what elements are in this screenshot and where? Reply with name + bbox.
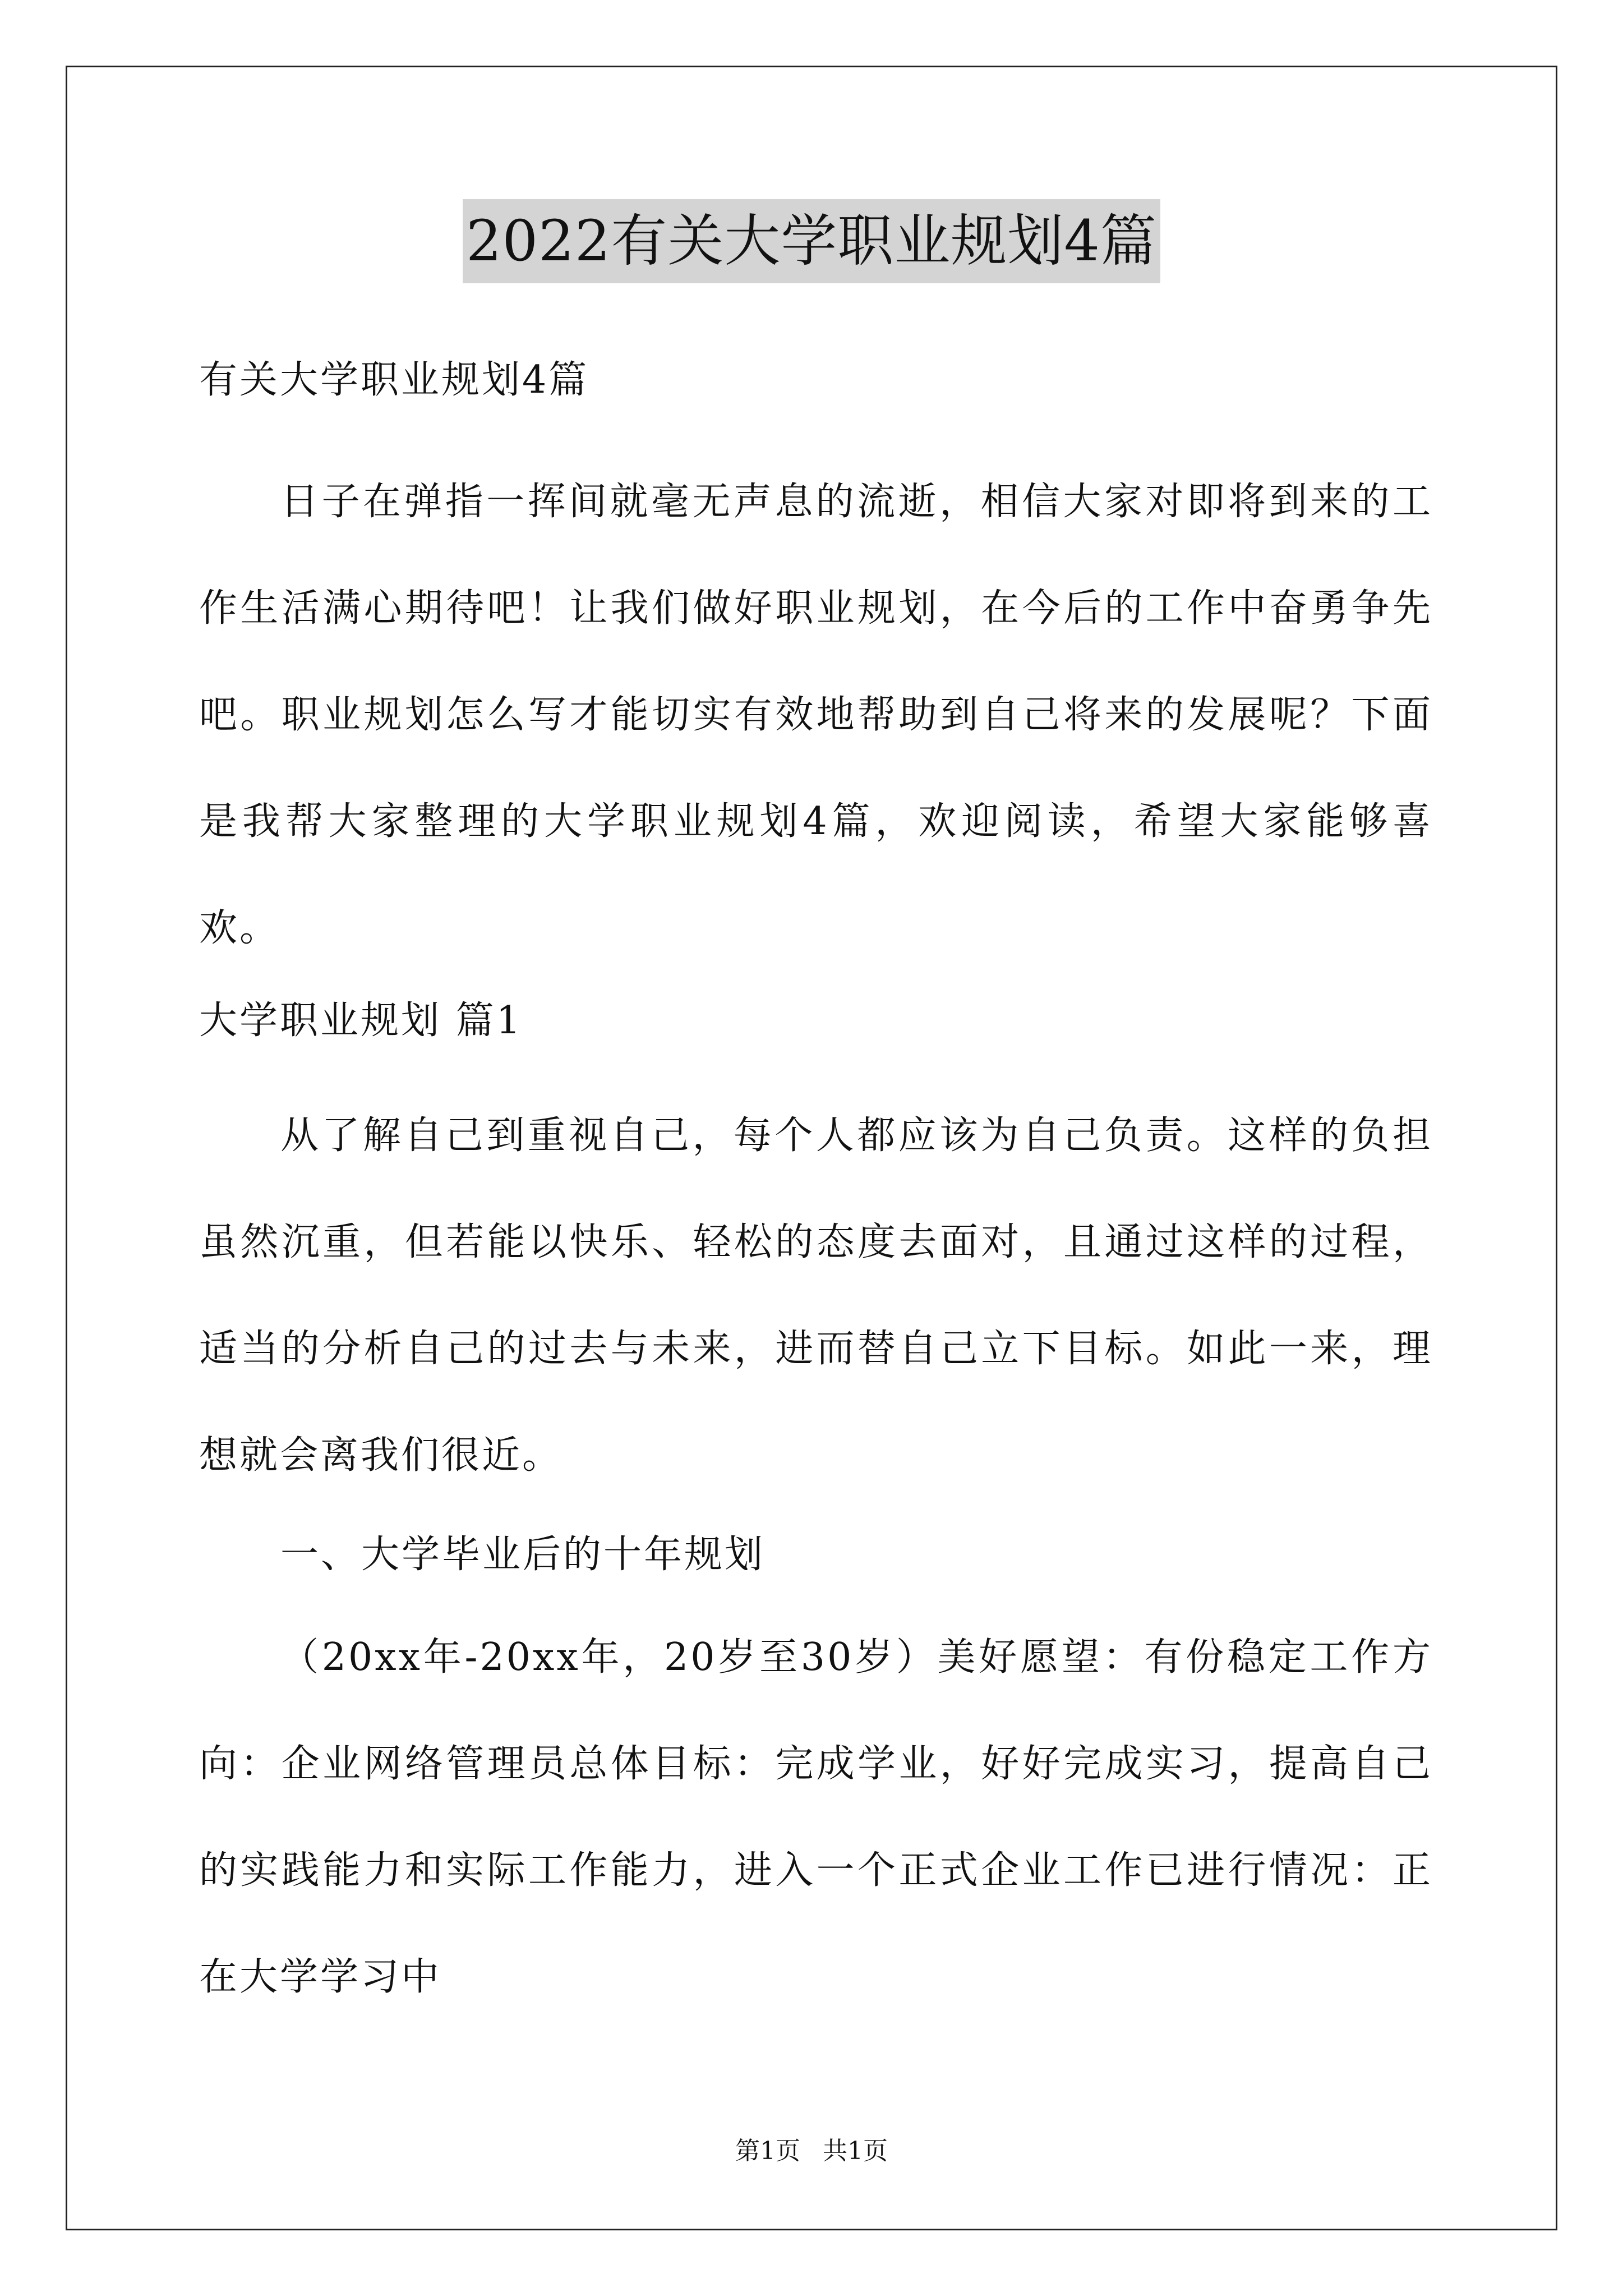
page-footer — [0, 2134, 1623, 2168]
plan-item-heading: 一、大学毕业后的十年规划 — [280, 1533, 766, 1577]
page-number: 第1页 — [735, 2137, 800, 2165]
section-paragraph: 从了解自己到重视自己，每个人都应该为自己负责。这样的负担虽然沉重，但若能以快乐、轻松的态度去面对，且通过这样的过程，适当的分析自己的过去与未来，进而替自己立下目标。如此一来，理想就会离我们很近。 — [199, 1114, 1433, 1478]
intro-paragraph: 日子在弹指一挥间就毫无声息的流逝，相信大家对即将到来的工作生活满心期待吧！让我们做好职业规划，在今后的工作中奋勇争先吧。职业规划怎么写才能切实有效地帮助到自己将来的发展呢？下面是我帮大家整理的大学职业规划4篇，欢迎阅读，希望大家能够喜欢。 — [199, 480, 1433, 950]
document-subtitle: 有关大学职业规划4篇 — [199, 358, 589, 402]
title-container — [0, 199, 1623, 283]
plan-paragraph: （20xx年-20xx年，20岁至30岁）美好愿望：有份稳定工作方向：企业网络管理员总体目标：完成学业，好好完成实习，提高自己的实践能力和实际工作能力，进入一个正式企业工作已进行情况：正在大学学习中 — [199, 1635, 1433, 1999]
page-total: 共1页 — [823, 2137, 888, 2165]
document-title: 2022有关大学职业规划4篇 — [463, 199, 1160, 283]
section-heading: 大学职业规划 篇1 — [199, 999, 523, 1043]
